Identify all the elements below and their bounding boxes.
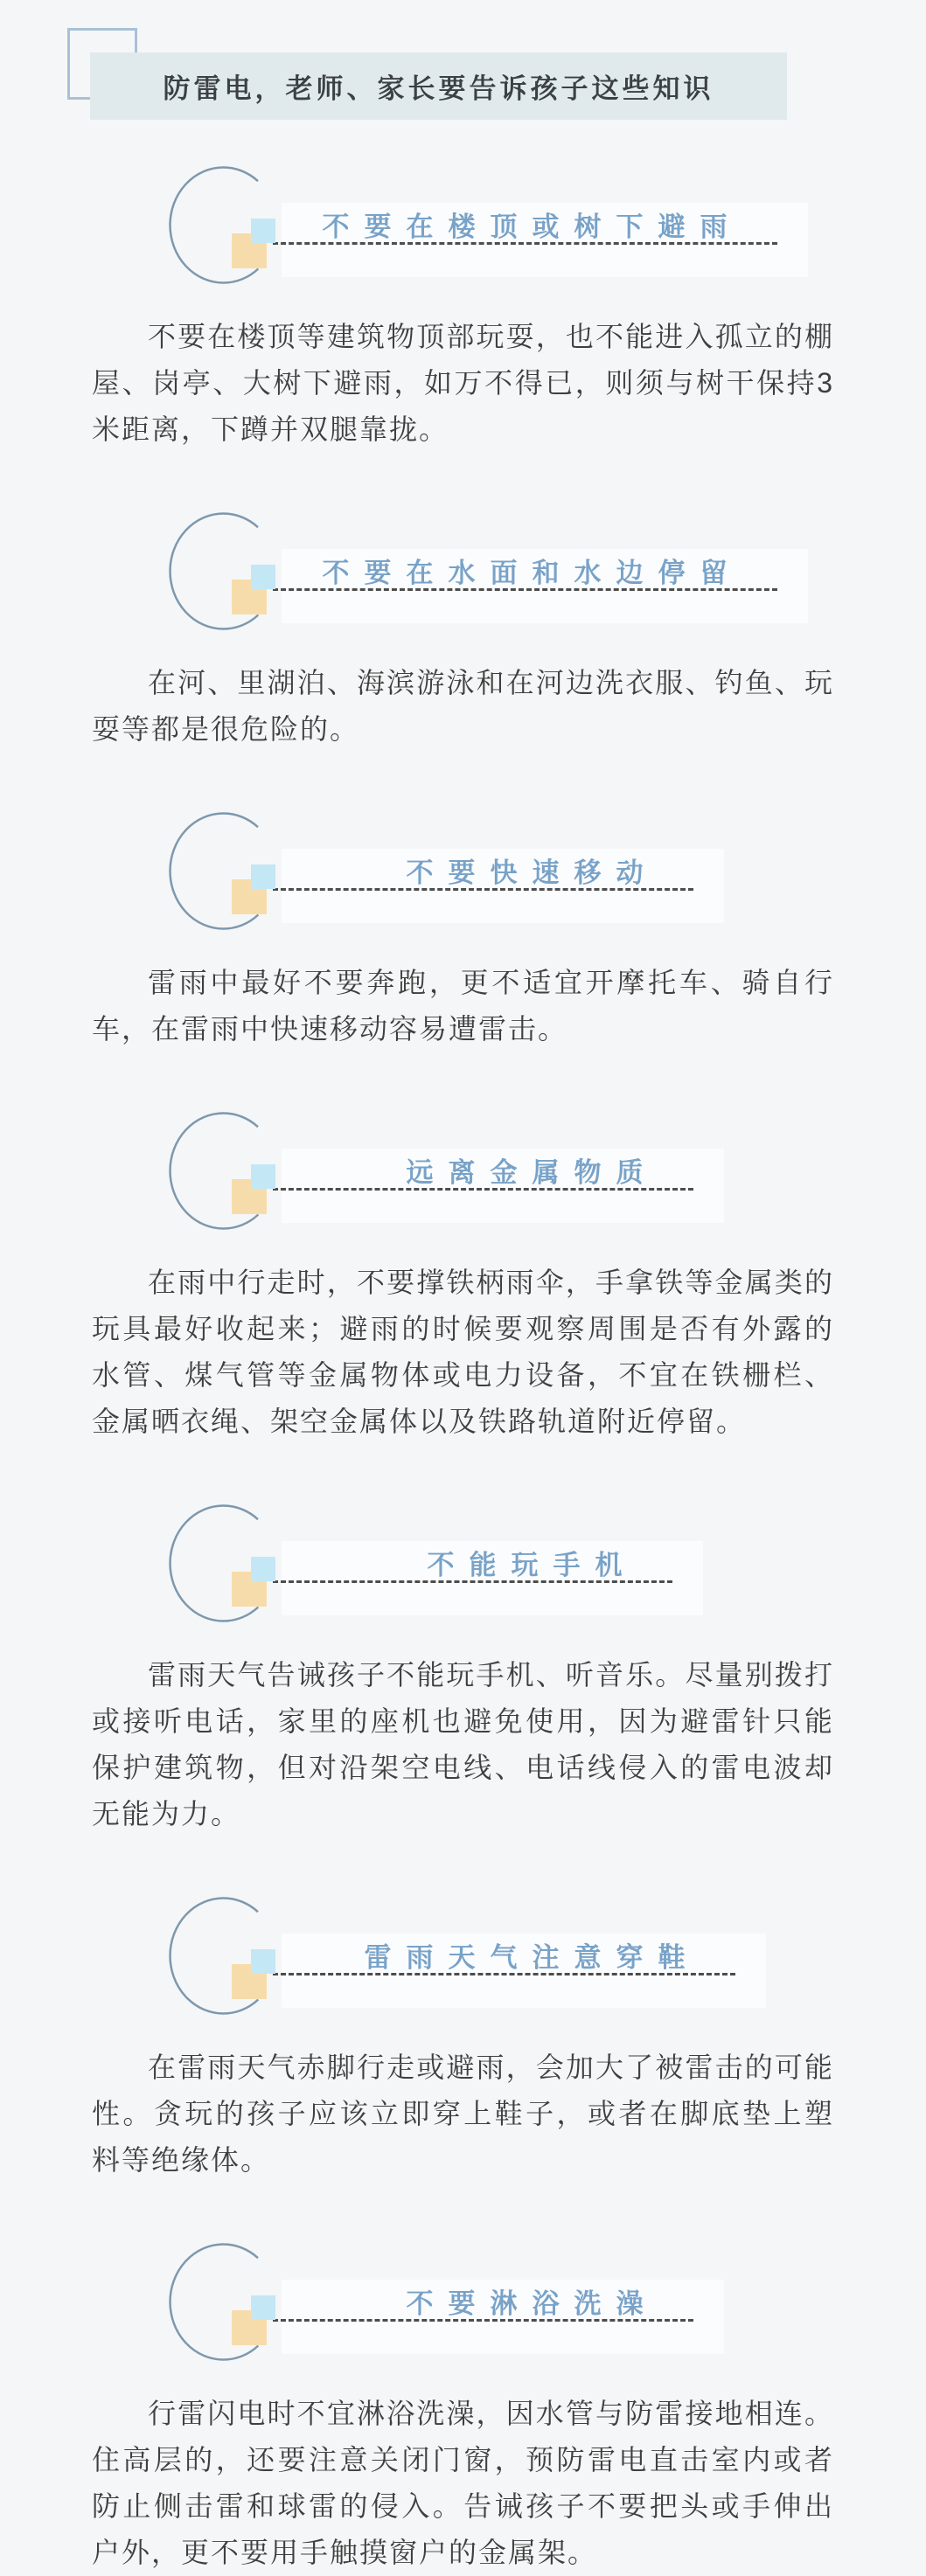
section-icon-block xyxy=(0,166,926,302)
heading-zone xyxy=(262,2281,787,2321)
section xyxy=(0,1112,926,1445)
section-body: 在雷雨天气赤脚行走或避雨，会加大了被雷击的可能性。贪玩的孩子应该立即穿上鞋子，或者在脚底垫上塑料等绝缘体。 xyxy=(92,2052,834,2176)
section xyxy=(0,1504,926,1837)
heading-zone xyxy=(262,1150,787,1190)
blue-square-icon xyxy=(251,219,275,243)
blue-square-icon xyxy=(251,864,275,889)
section-heading: 雷雨天气注意穿鞋 xyxy=(364,1942,700,1973)
blue-square-icon xyxy=(251,1949,275,1974)
section-heading: 不要在楼顶或树下避雨 xyxy=(322,212,742,242)
page-header xyxy=(0,0,926,166)
blue-square-icon xyxy=(251,1164,275,1189)
blue-square-icon xyxy=(251,565,275,589)
section-heading: 不要淋浴洗澡 xyxy=(406,2288,658,2319)
page-title: 防雷电，老师、家长要告诉孩子这些知识 xyxy=(163,73,714,104)
section-heading: 不要快速移动 xyxy=(406,858,658,888)
heading-zone xyxy=(262,1935,787,1975)
section-icon-block xyxy=(0,1897,926,2032)
section-icon-block xyxy=(0,2243,926,2378)
section-heading: 不能玩手机 xyxy=(427,1550,637,1580)
section-icon-block xyxy=(0,812,926,948)
section xyxy=(0,166,926,453)
blue-square-icon xyxy=(251,1557,275,1581)
heading-zone xyxy=(262,551,787,590)
section xyxy=(0,1897,926,2184)
section-icon-block xyxy=(0,1504,926,1640)
section-body: 在河、里湖泊、海滨游泳和在河边洗衣服、钓鱼、玩耍等都是很危险的。 xyxy=(92,667,834,745)
heading-zone xyxy=(262,851,787,890)
title-banner xyxy=(90,52,787,120)
blue-square-icon xyxy=(251,2295,275,2320)
section xyxy=(0,812,926,1052)
section-heading: 远离金属物质 xyxy=(406,1157,658,1188)
section xyxy=(0,512,926,753)
heading-zone xyxy=(262,1543,787,1582)
section xyxy=(0,2243,926,2576)
section-body: 雷雨天气告诫孩子不能玩手机、听音乐。尽量别拨打或接听电话，家里的座机也避免使用，因为避雷针只能保护建筑物，但对沿架空电线、电话线侵入的雷电波却无能为力。 xyxy=(92,1659,834,1830)
section-body: 不要在楼顶等建筑物顶部玩耍，也不能进入孤立的棚屋、岗亭、大树下避雨，如万不得已，则须与树干保持3米距离，下蹲并双腿靠拢。 xyxy=(92,321,834,445)
section-icon-block xyxy=(0,512,926,648)
section-heading: 不要在水面和水边停留 xyxy=(322,558,742,588)
section-body: 在雨中行走时，不要撑铁柄雨伞，手拿铁等金属类的玩具最好收起来；避雨的时候要观察周围是否有外露的水管、煤气管等金属物体或电力设备，不宜在铁栅栏、金属晒衣绳、架空金属体以及铁路轨道附近停留。 xyxy=(92,1267,834,1437)
section-body: 雷雨中最好不要奔跑，更不适宜开摩托车、骑自行车，在雷雨中快速移动容易遭雷击。 xyxy=(92,967,834,1045)
section-icon-block xyxy=(0,1112,926,1247)
section-body: 行雷闪电时不宜淋浴洗澡，因水管与防雷接地相连。住高层的，还要注意关闭门窗，预防雷电直击室内或者防止侧击雷和球雷的侵入。告诫孩子不要把头或手伸出户外，更不要用手触摸窗户的金属架。 xyxy=(92,2398,834,2568)
heading-zone xyxy=(262,205,787,244)
